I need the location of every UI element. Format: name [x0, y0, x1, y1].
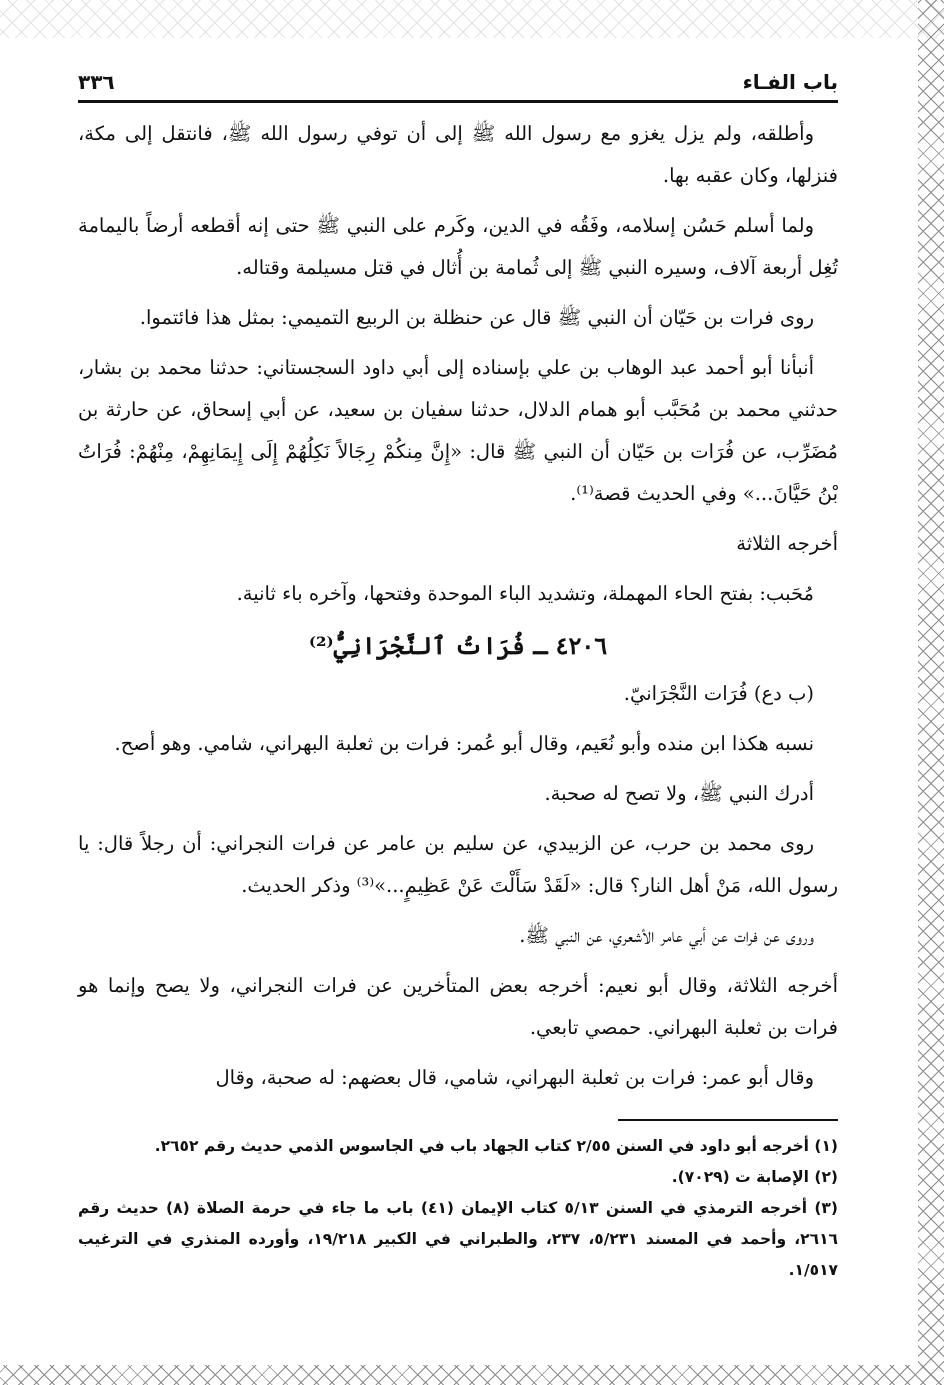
page-number: ٣٣٦	[78, 70, 115, 94]
footnote: (٣) أخرجه الترمذي في السنن ٥/١٣ كتاب الإيمان (٤١) باب ما جاء في حرمة الصلاة (٨) حديث رقم ٢٦١٦، وأحمد في المسند ٥/٢٣١، ٢٣٧، والطبراني في الكبير ١٩/٢١٨، وأورده المنذري في الترغيب ١/٥١٧.	[78, 1199, 838, 1279]
running-title: باب الفـاء	[742, 70, 838, 94]
paragraph: روى محمد بن حرب، عن الزبيدي، عن سليم بن عامر عن فرات النجراني: أن رجلاً قال: يا رسول الله، مَنْ أهل النار؟ قال: «لَقَدْ سَأَلْتَ عَنْ عَظِيمٍ...»⁽³⁾ وذكر الحديث.	[78, 832, 838, 897]
paragraph: (ب دع) فُرَات النَّجْرَانيّ.	[623, 682, 814, 705]
page-header	[78, 70, 838, 103]
paragraph: أنبأنا أبو أحمد عبد الوهاب بن علي بإسناده إلى أبي داود السجستاني: حدثنا محمد بن بشار، حدثني محمد بن مُحَبَّب أبو همام الدلال، حدثنا سفيان بن سعيد، عن أبي إسحاق، عن حارثة بن مُضَرِّب، عن فُرَات بن حَيّان أن النبي ﷺ قال: «إِنَّ مِنكُمْ رِجَالاً نَكِلُهُمْ إِلَى إِيمَانِهِمْ، مِنْهُمْ: فُرَاتُ بْنُ حَيَّانَ...» وفي الحديث قصة⁽¹⁾.	[78, 356, 838, 505]
paragraph: مُحَبب: بفتح الحاء المهملة، وتشديد الباء الموحدة وفتحها، وآخره باء ثانية.	[236, 582, 814, 605]
paragraph: وروى عن فرات عن أبي عامر الأشعري، عن النبي ﷺ.	[519, 924, 814, 947]
decorative-border-top	[0, 0, 944, 38]
paragraph: وقال أبو عمر: فرات بن ثعلبة البهراني، شامي، قال بعضهم: له صحبة، وقال	[215, 1066, 814, 1089]
decorative-border-right	[918, 0, 944, 1385]
footnote: (٢) الإصابة ت (٧٠٢٩).	[671, 1168, 838, 1186]
paragraph: أخرجه الثلاثة، وقال أبو نعيم: أخرجه بعض المتأخرين عن فرات النجراني، ولا يصح وإنما هو فرات بن ثعلبة البهراني. حمصي تابعي.	[78, 974, 838, 1039]
paragraph: نسبه هكذا ابن منده وأبو نُعَيم، وقال أبو عُمر: فرات بن ثعلبة البهراني، شامي. وهو أصح.	[114, 732, 814, 755]
page-body	[78, 70, 838, 1286]
footnote-divider	[618, 1119, 838, 1121]
footnotes	[78, 1131, 838, 1286]
paragraph: أدرك النبي ﷺ، ولا تصح له صحبة.	[544, 782, 814, 805]
paragraph: ولما أسلم حَسُن إسلامه، وفَقُه في الدين، وكَرم على النبي ﷺ حتى إنه أقطعه أرضاً باليمامة تُغِل أربعة آلاف، وسيره النبي ﷺ إلى ثُمامة بن أُثال في قتل مسيلمة وقتاله.	[78, 214, 838, 279]
footnote: (١) أخرجه أبو داود في السنن ٢/٥٥ كتاب الجهاد باب في الجاسوس الذمي حديث رقم ٢٦٥٢.	[154, 1137, 838, 1155]
entry-title: ٤٢٠٦ ـ فُرَاتُ ٱلنَّجْرَانِيُّ⁽²⁾	[308, 631, 608, 660]
decorative-border-bottom	[0, 1365, 944, 1385]
paragraph: روى فرات بن حَيّان أن النبي ﷺ قال عن حنظلة بن الربيع التميمي: بمثل هذا فائتموا.	[139, 306, 814, 329]
paragraph: وأطلقه، ولم يزل يغزو مع رسول الله ﷺ إلى أن توفي رسول الله ﷺ، فانتقل إلى مكة، فنزلها، وكان عقبه بها.	[78, 122, 838, 187]
paragraph: أخرجه الثلاثة	[736, 532, 838, 555]
